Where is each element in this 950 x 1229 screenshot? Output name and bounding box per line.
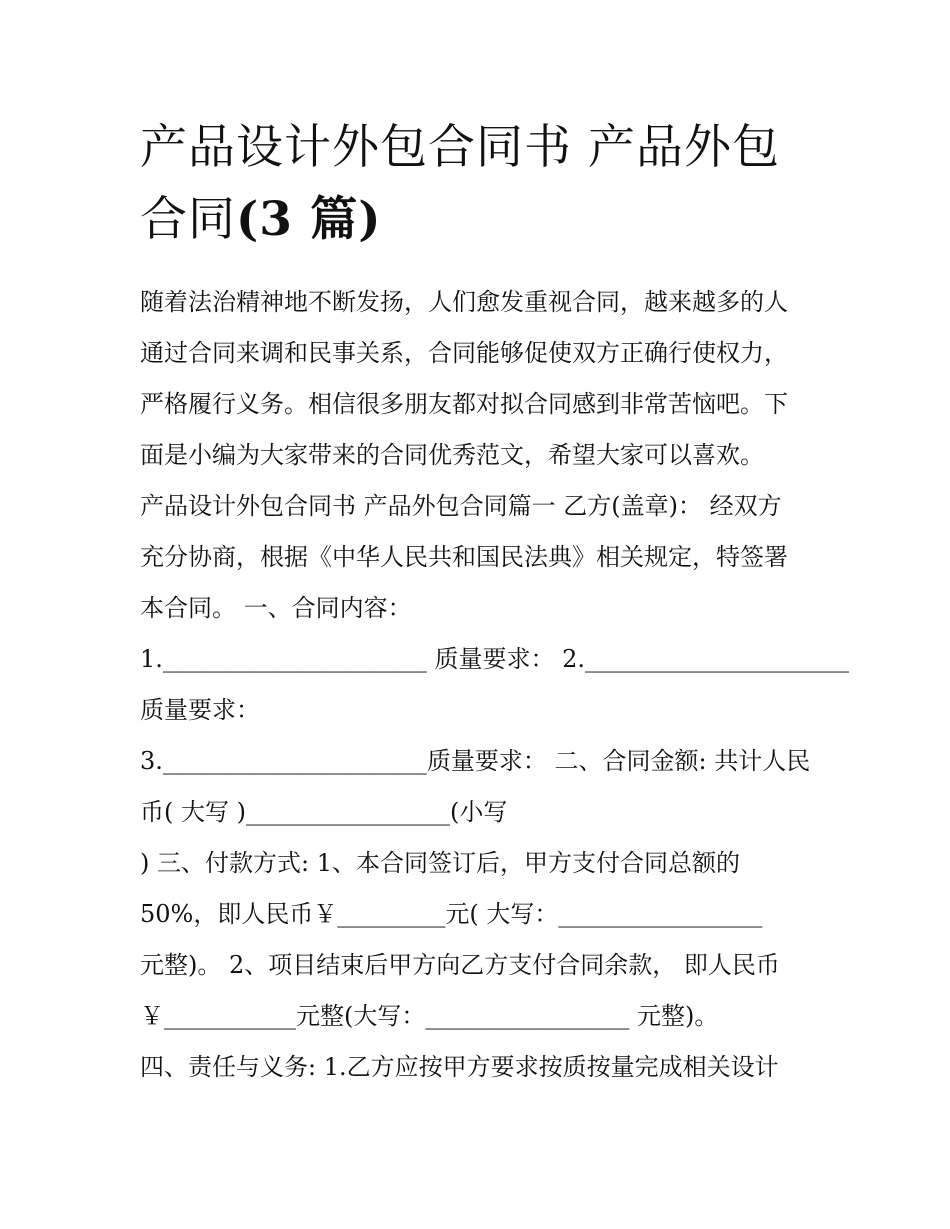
body-line: 1.______________________ 质量要求： 2.______________________ (140, 645, 850, 673)
body-line: 元整)。 2、项目结束后甲方向乙方支付合同余款， 即人民币 (140, 951, 780, 979)
body-line: 本合同。 一、合同内容： (140, 594, 412, 622)
document-title (140, 112, 830, 256)
body-line: 3.______________________质量要求： 二、合同金额: 共计人民 (140, 747, 811, 775)
body-line: 币( 大写 )_________________(小写 (140, 798, 508, 826)
body-line: 通过合同来调和民事关系，合同能够促使双方正确行使权力， (140, 339, 788, 367)
body-line: 四、责任与义务: 1.乙方应按甲方要求按质按量完成相关设计 (140, 1053, 779, 1081)
title-line-2b: (3 篇) (236, 192, 382, 247)
body-line: 严格履行义务。相信很多朋友都对拟合同感到非常苦恼吧。下 (140, 390, 788, 418)
body-line: 随着法治精神地不断发扬，人们愈发重视合同，越来越多的人 (140, 288, 788, 316)
body-line: ) 三、付款方式: 1、本合同签订后，甲方支付合同总额的 (140, 849, 740, 877)
body-line: 充分协商，根据《中华人民共和国民法典》相关规定，特签署 (140, 543, 788, 571)
document-body (140, 277, 850, 1093)
body-line: ￥___________元整(大写：_________________ 元整)。 (140, 1002, 719, 1030)
title-line-1: 产品设计外包合同书 产品外包 (140, 120, 780, 175)
body-line: 50%，即人民币￥_________元( 大写：_________________ (140, 900, 763, 928)
title-line-2a: 合同 (140, 192, 236, 247)
body-line: 质量要求： (140, 696, 260, 724)
body-line: 面是小编为大家带来的合同优秀范文，希望大家可以喜欢。 (140, 441, 764, 469)
body-line: 产品设计外包合同书 产品外包合同篇一 乙方(盖章)： 经双方 (140, 492, 782, 520)
